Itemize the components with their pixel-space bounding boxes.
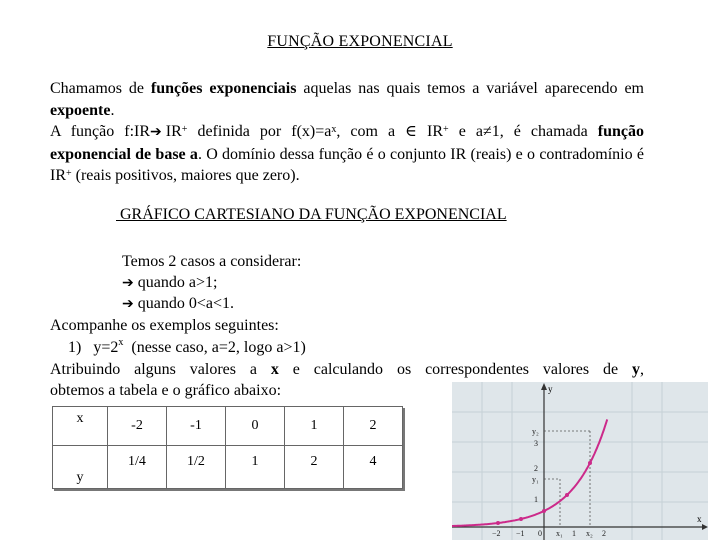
table-cell: 2	[344, 407, 403, 446]
arrow-right-icon: ➔	[122, 297, 134, 312]
section-title: GRÁFICO CARTESIANO DA FUNÇÃO EXPONENCIAL	[116, 206, 507, 223]
x-tick-label: −2	[492, 529, 501, 538]
def-bold-term: função exponencial de base a	[50, 123, 645, 163]
arrow-right-icon: ➔	[122, 276, 134, 291]
x-tick-label: x₁	[556, 529, 563, 538]
def-text: e a	[448, 123, 483, 140]
def-sup: +	[443, 124, 449, 135]
y-tick-label: y₂	[532, 427, 539, 436]
x-tick-label: x₂	[586, 529, 593, 538]
table-cell: 0	[226, 407, 285, 446]
example-note: (nesse caso, a=2, logo a>1)	[131, 339, 306, 356]
x-tick-label: 2	[602, 529, 606, 538]
case-1	[122, 274, 217, 292]
def-text: A função f:IR	[50, 123, 151, 140]
y-tick-label: 3	[534, 439, 538, 448]
curve-point	[519, 517, 523, 521]
def-sup: x	[331, 124, 337, 135]
attrib-line-1	[50, 361, 644, 379]
def-text: , com a	[336, 123, 406, 140]
element-of-symbol: ∈	[405, 123, 417, 140]
y-axis-label: y	[548, 384, 553, 394]
cases-intro: Temos 2 casos a considerar:	[122, 253, 302, 270]
def-text: 1, é chamada	[491, 123, 598, 140]
definition-paragraph	[50, 121, 644, 187]
def-sup: +	[181, 124, 188, 135]
y-tick-label: y₁	[532, 475, 539, 484]
table-cell: 1/2	[167, 446, 226, 489]
attrib-text: Atribuindo alguns valores a	[50, 361, 271, 378]
y-tick-label: 1	[534, 495, 538, 504]
table-cell: 4	[344, 446, 403, 489]
table-row	[53, 407, 403, 446]
intro-paragraph	[50, 78, 644, 121]
x-tick-label: 0	[538, 529, 542, 538]
intro-bold-term: expoente	[50, 101, 111, 119]
x-tick-label: 1	[572, 529, 576, 538]
page-title: FUNÇÃO EXPONENCIAL	[267, 33, 453, 50]
table-cell: 1/4	[108, 446, 167, 489]
def-text: IR	[165, 123, 182, 140]
x-axis-label: x	[697, 514, 702, 524]
def-text: (reais positivos, maiores que zero).	[71, 167, 300, 184]
curve-point	[565, 493, 569, 497]
arrow-right-icon: ➔	[150, 125, 162, 140]
examples-intro: Acompanhe os exemplos seguintes:	[50, 317, 279, 334]
table-cell: 1	[226, 446, 285, 489]
curve-point	[542, 509, 546, 513]
curve-point	[588, 461, 592, 465]
example-equation: y=2	[93, 339, 119, 356]
y-header: y	[53, 446, 108, 489]
attrib-bold: y	[632, 361, 641, 378]
def-text: IR	[416, 123, 444, 140]
attrib-text: e calculando os correspondentes valores de	[278, 361, 633, 378]
example-number: 1)	[68, 339, 82, 356]
intro-bold-term: funções exponenciais	[150, 80, 297, 97]
x-header: x	[53, 407, 108, 446]
intro-text: aquelas nas quais temos a variável aparecendo em	[296, 80, 645, 97]
attrib-line-2: obtemos a tabela e o gráfico abaixo:	[50, 382, 282, 399]
table-row	[53, 446, 403, 489]
case-1-text: quando a>1;	[137, 274, 218, 291]
table-cell: 1	[285, 407, 344, 446]
table-cell: -2	[108, 407, 167, 446]
intro-text: .	[110, 101, 115, 119]
case-2-text: quando 0<a<1.	[137, 295, 234, 312]
exponential-graph	[452, 382, 708, 540]
example-exponent: x	[118, 337, 124, 348]
y-tick-label: 2	[534, 464, 538, 473]
attrib-text: ,	[640, 361, 645, 378]
table-cell: -1	[167, 407, 226, 446]
example-1	[68, 339, 306, 357]
values-table	[52, 406, 403, 489]
intro-text: Chamamos de	[50, 80, 151, 97]
graph-background	[452, 382, 708, 540]
def-text: definida por f(x)=a	[187, 123, 332, 140]
not-equal-symbol: ≠	[482, 123, 492, 140]
table-cell: 2	[285, 446, 344, 489]
def-sup: +	[66, 168, 72, 179]
x-tick-label: −1	[516, 529, 525, 538]
curve-point	[496, 521, 500, 525]
attrib-bold: x	[270, 361, 279, 378]
case-2	[122, 295, 234, 313]
def-text: . O domínio dessa função é o conjunto IR (reais) e o contradomínio é IR	[50, 145, 645, 184]
